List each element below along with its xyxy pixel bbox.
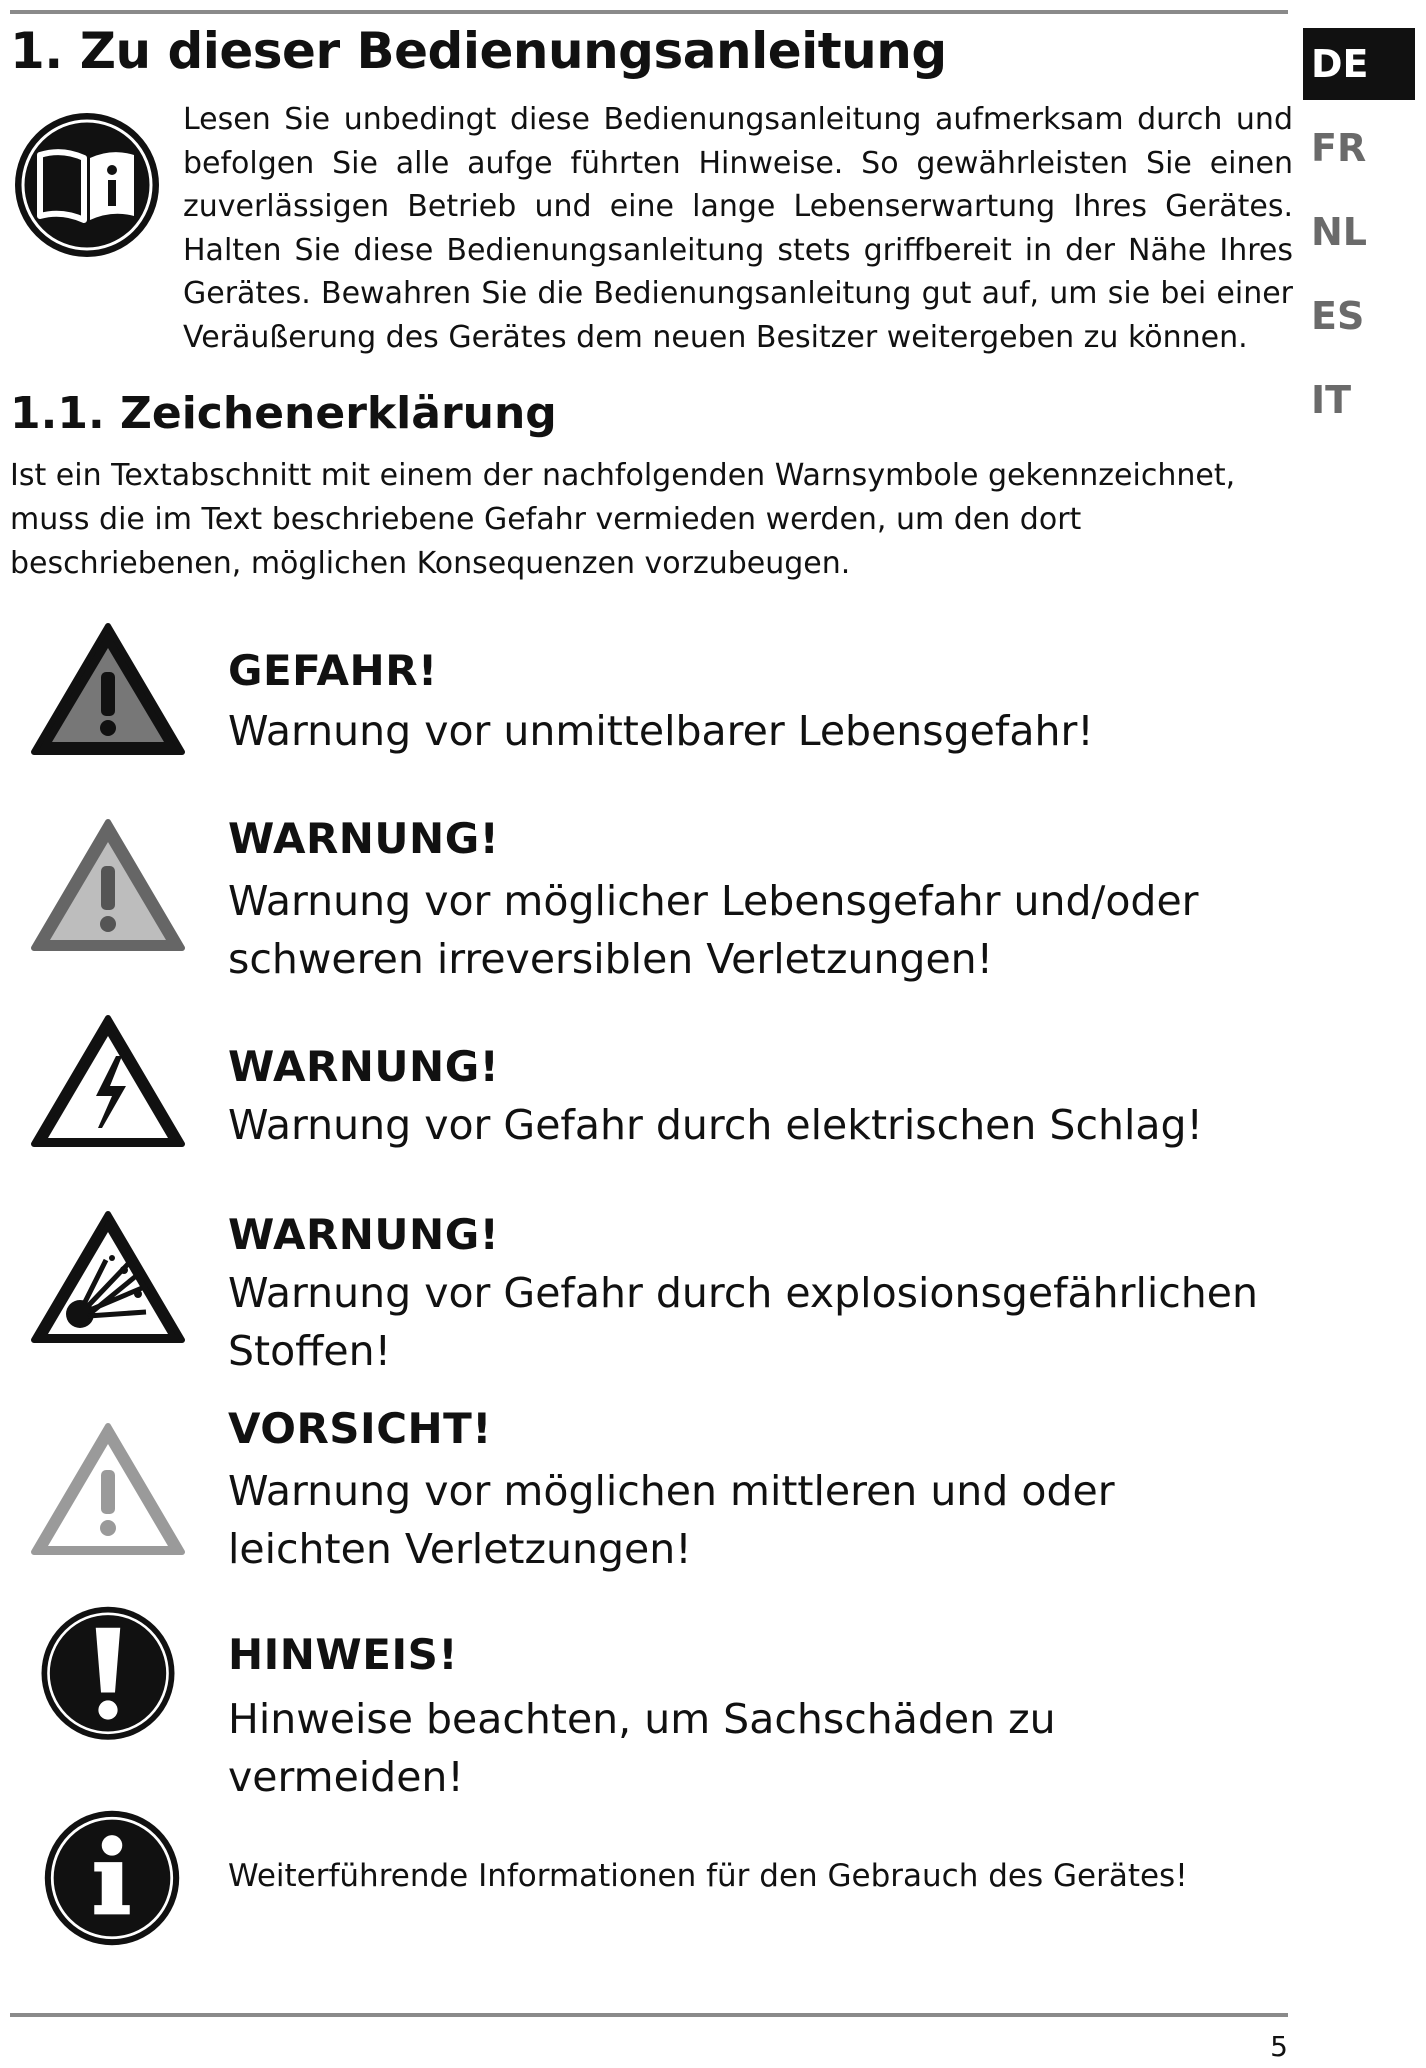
- lang-tab-de[interactable]: DE: [1303, 28, 1415, 100]
- language-tabs: [1303, 28, 1415, 448]
- warning-title-notice: HINWEIS!: [228, 1630, 458, 1679]
- danger-triangle-icon: [28, 620, 188, 760]
- exclamation-circle-icon: [28, 1605, 188, 1745]
- warning-title-explosive: WARNUNG!: [228, 1210, 500, 1259]
- warning-text-explosive: Warnung vor Gefahr durch explosionsgefährlichen Stoffen!: [228, 1269, 1259, 1375]
- page-number: 5: [1270, 2030, 1288, 2063]
- warning-triangle-icon: [28, 816, 188, 956]
- caution-triangle-icon: [28, 1420, 188, 1560]
- warning-text-danger: Warnung vor unmittelbarer Lebensgefahr!: [228, 707, 1094, 755]
- warning-text-notice: Hinweise beachten, um Sachschäden zu vermeiden!: [228, 1695, 1056, 1801]
- electric-shock-icon: [28, 1012, 188, 1152]
- section-title: 1.1. Zeichenerklärung: [10, 388, 557, 439]
- warning-title-danger: GEFAHR!: [228, 646, 438, 695]
- bottom-rule: [10, 2013, 1288, 2017]
- warning-text-electric: Warnung vor Gefahr durch elektrischen Schlag!: [228, 1101, 1203, 1149]
- manual-info-icon: [12, 110, 162, 260]
- page-title: 1. Zu dieser Bedienungsanleitung: [10, 22, 947, 80]
- warning-title-caution: VORSICHT!: [228, 1404, 492, 1453]
- warning-title-warning: WARNUNG!: [228, 814, 500, 863]
- top-rule: [10, 10, 1288, 14]
- warning-title-electric: WARNUNG!: [228, 1042, 500, 1091]
- info-circle-icon: [32, 1808, 192, 1948]
- warning-text-warning: Warnung vor möglicher Lebensgefahr und/oder schweren irreversiblen Verletzungen!: [228, 877, 1199, 983]
- warning-text-caution: Warnung vor möglichen mittleren und oder leichten Verletzungen!: [228, 1467, 1115, 1573]
- info-note-text: Weiterführende Informationen für den Gebrauch des Gerätes!: [228, 1858, 1188, 1894]
- lang-tab-it[interactable]: IT: [1311, 378, 1352, 422]
- lang-tab-es[interactable]: ES: [1311, 294, 1365, 338]
- intro-paragraph: Lesen Sie unbedingt diese Bedienungsanleitung aufmerksam durch und befolgen Sie alle aufge führten Hinweise. So gewährleisten Sie einen zuverlässigen Betrieb und eine lange Lebenserwartung Ihres Gerätes. Halten Sie diese Bedienungsanleitung stets griffbereit in der Nähe Ihres Gerätes. Bewahren Sie die Bedienungsanleitung gut auf, um sie bei einer Veräußerung des Gerätes dem neuen Besitzer weitergeben zu können.: [183, 102, 1293, 355]
- lang-tab-fr[interactable]: FR: [1311, 126, 1367, 170]
- section-intro: Ist ein Textabschnitt mit einem der nachfolgenden Warnsymbole gekennzeichnet, muss die im Text beschriebene Gefahr vermieden werden, um den dort beschriebenen, möglichen Konsequenzen vorzubeugen.: [10, 458, 1236, 581]
- explosive-icon: [28, 1208, 188, 1348]
- lang-tab-nl[interactable]: NL: [1311, 210, 1368, 254]
